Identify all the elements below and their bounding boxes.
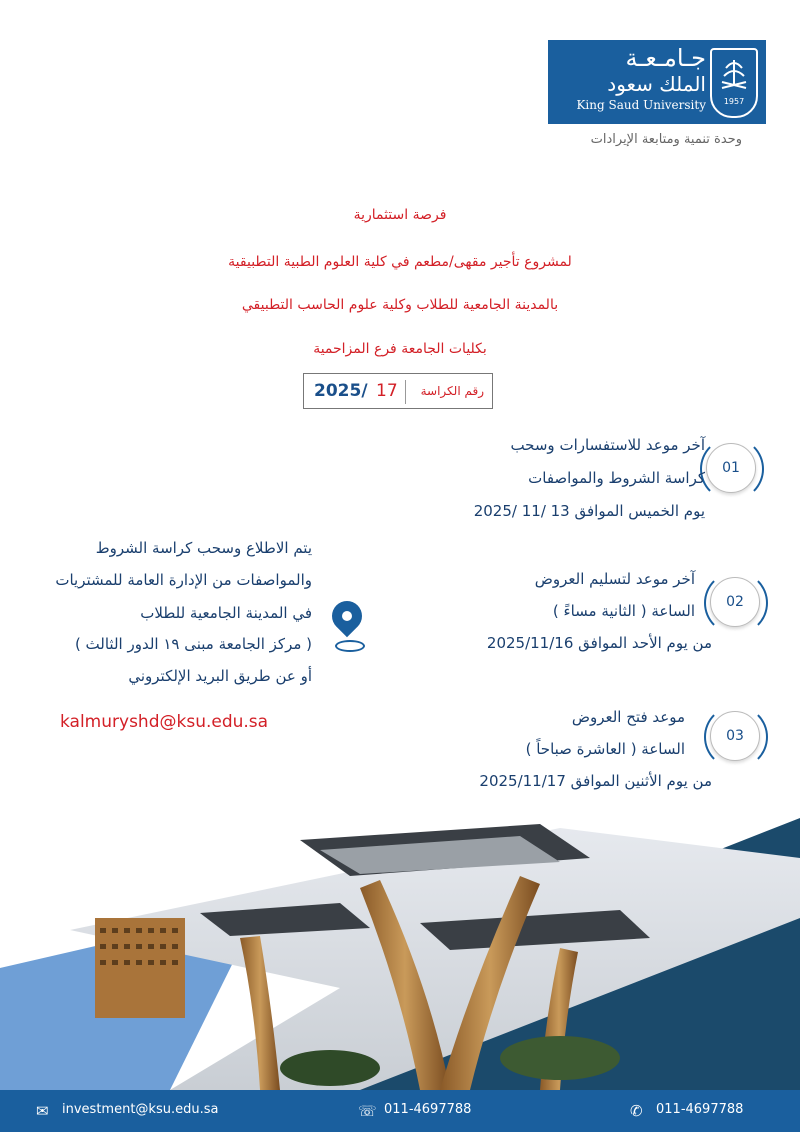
title-line-1: فرصة استثمارية <box>353 207 447 223</box>
location-line-1: يتم الاطلاع وسحب كراسة الشروط <box>95 539 312 557</box>
contact-email-link[interactable]: kalmuryshd@ksu.edu.sa <box>60 712 269 732</box>
footer-phone-link[interactable]: 011-4697788 <box>384 1102 472 1117</box>
step-number: 02 <box>726 594 744 610</box>
step-01-line-1: آخر موعد للاستفسارات وسحب <box>510 436 705 454</box>
step-03-circle <box>710 711 760 761</box>
bid-divider <box>405 380 406 404</box>
location-line-4: ( مركز الجامعة مبنى ١٩ الدور الثالث ) <box>74 635 312 653</box>
title-line-2: لمشروع تأجير مقهى/مطعم في كلية العلوم الطبية التطبيقية <box>228 254 572 270</box>
title-line-4: بكليات الجامعة فرع المزاحمية <box>313 341 487 357</box>
step-02-circle <box>710 577 760 627</box>
step-02-line-3: من يوم الأحد الموافق 2025/11/16 <box>486 634 712 652</box>
step-03-line-3: من يوم الأثنين الموافق 2025/11/17 <box>479 772 712 790</box>
footer-whatsapp-link[interactable]: 011-4697788 <box>656 1102 744 1117</box>
footer-email-link[interactable]: investment@ksu.edu.sa <box>62 1102 219 1117</box>
location-pin-icon <box>326 595 368 637</box>
step-02-line-2: الساعة ( الثانية مساءً ) <box>552 602 695 620</box>
step-01-circle <box>706 443 756 493</box>
bid-label: رقم الكراسة <box>420 384 484 398</box>
step-03-line-1: موعد فتح العروض <box>571 708 685 726</box>
envelope-icon: ✉ <box>36 1102 49 1120</box>
step-01-line-3: يوم الخميس الموافق 13 /11 /2025 <box>473 502 705 520</box>
phone-icon: ☏ <box>358 1102 377 1120</box>
bid-number-box <box>303 373 493 409</box>
logo-arabic-line2: الملك سعود <box>607 72 706 96</box>
step-number: 03 <box>726 728 744 744</box>
title-line-3: بالمدينة الجامعية للطلاب وكلية علوم الحاسب التطبيقي <box>241 297 559 313</box>
whatsapp-icon: ✆ <box>630 1102 643 1120</box>
logo-arabic-line1: جـامـعـة <box>625 44 706 72</box>
location-line-3: في المدينة الجامعية للطلاب <box>140 604 312 622</box>
logo-english: King Saud University <box>576 98 706 112</box>
step-number: 01 <box>722 460 740 476</box>
location-line-2: والمواصفات من الإدارة العامة للمشتريات <box>55 571 312 589</box>
university-seal-icon <box>710 48 758 118</box>
bid-year: 2025/ <box>314 381 368 401</box>
footer-bar <box>0 1090 800 1132</box>
seal-year: 1957 <box>723 97 745 106</box>
bid-number: 17 <box>376 381 398 401</box>
decorative-photo-banner <box>0 818 800 1090</box>
step-02-line-1: آخر موعد لتسليم العروض <box>534 570 695 588</box>
step-03-line-2: الساعة ( العاشرة صباحاً ) <box>525 740 685 758</box>
step-01-line-2: كراسة الشروط والمواصفات <box>528 469 705 487</box>
unit-name: وحدة تنمية ومتابعة الإيرادات <box>590 132 742 147</box>
pin-base <box>335 640 365 652</box>
ksu-logo <box>548 40 766 124</box>
location-line-5: أو عن طريق البريد الإلكتروني <box>128 667 312 685</box>
